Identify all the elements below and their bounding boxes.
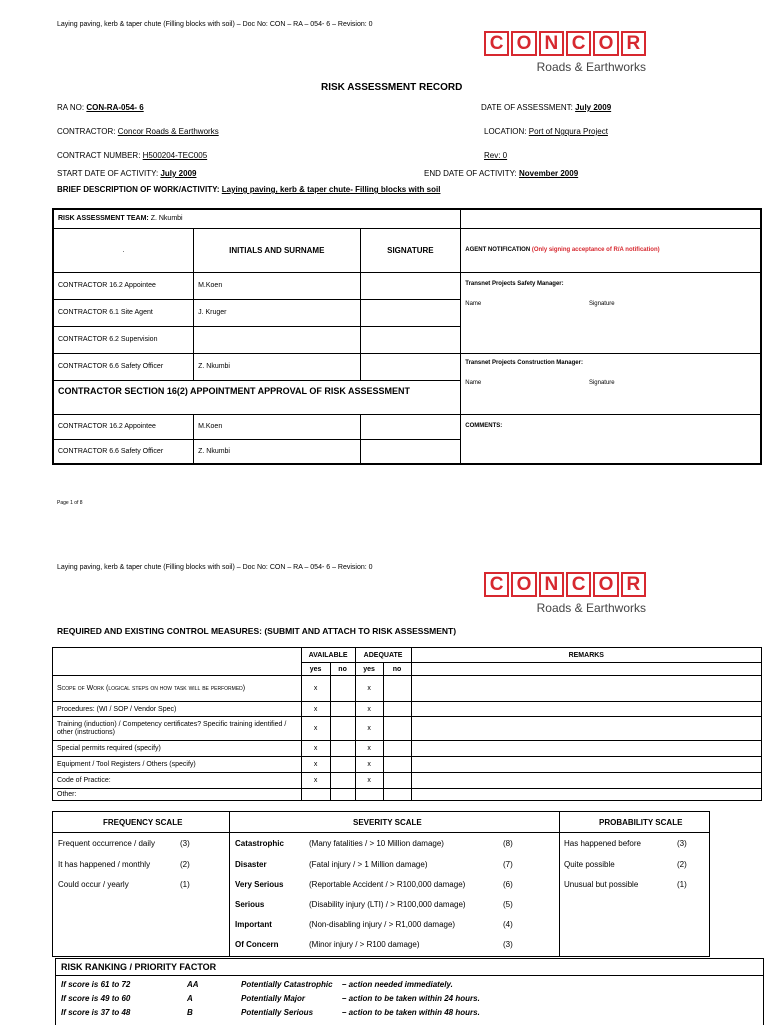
available-yes: x: [301, 702, 330, 717]
yes-header: yes: [355, 663, 383, 676]
name-cell: M.Koen: [194, 272, 360, 299]
construction-manager-cell: [461, 353, 761, 414]
adequate-yes: x: [355, 676, 383, 702]
ranking-code: A: [187, 994, 193, 1003]
ranking-level: Potentially Major: [241, 994, 306, 1003]
available-yes: x: [301, 757, 330, 773]
remarks-cell: [411, 757, 761, 773]
available-yes: x: [301, 676, 330, 702]
severity-score: (7): [503, 860, 513, 869]
name-cell: [194, 326, 360, 353]
agent-notification-note: (Only signing acceptance of R/A notification): [531, 247, 660, 253]
signature-cell: [360, 272, 461, 299]
available-yes: [301, 789, 330, 801]
logo-letter: O: [511, 572, 536, 597]
assessment-team-table: [52, 208, 762, 465]
probability-score: (2): [677, 860, 687, 869]
contract-number-label: CONTRACT NUMBER:: [57, 151, 141, 160]
contract-number: [57, 151, 207, 160]
adequate-yes: x: [355, 741, 383, 757]
adequate-header: ADEQUATE: [355, 648, 411, 663]
signature-header: SIGNATURE: [360, 228, 461, 272]
adequate-no: [383, 702, 411, 717]
probability-label: Has happened before: [564, 839, 641, 848]
concor-logo: [484, 572, 646, 615]
remarks-cell: [411, 773, 761, 789]
severity-score: (5): [503, 900, 513, 909]
work-description-label: BRIEF DESCRIPTION OF WORK/ACTIVITY:: [57, 185, 220, 194]
logo-letter: O: [511, 31, 536, 56]
construction-manager-label: Transnet Projects Construction Manager:: [465, 359, 583, 366]
logo-letter: C: [484, 572, 509, 597]
adequate-no: [383, 773, 411, 789]
ranking-range: If score is 61 to 72: [61, 980, 131, 989]
available-no: [330, 676, 355, 702]
work-description: [57, 185, 440, 194]
logo-letter: N: [539, 572, 564, 597]
ranking-action: – action needed immediately.: [342, 980, 453, 989]
contractor: [57, 127, 219, 136]
probability-label: Quite possible: [564, 860, 615, 869]
start-date-value: July 2009: [160, 169, 197, 178]
role-cell: CONTRACTOR 16.2 Appointee: [53, 414, 194, 439]
available-yes: x: [301, 741, 330, 757]
adequate-no: [383, 757, 411, 773]
end-date: [424, 169, 578, 178]
frequency-label: Could occur / yearly: [58, 880, 129, 889]
adequate-no: [383, 676, 411, 702]
scales-box: [52, 811, 710, 957]
role-cell: CONTRACTOR 16.2 Appointee: [53, 272, 194, 299]
available-no: [330, 717, 355, 741]
severity-label: Disaster: [235, 860, 267, 869]
severity-label: Serious: [235, 900, 265, 909]
location: [484, 127, 608, 136]
concor-logo: [484, 31, 646, 74]
severity-label: Important: [235, 920, 272, 929]
revision: Rev: 0: [484, 151, 508, 160]
measure-label: Other:: [53, 789, 302, 801]
role-cell: CONTRACTOR 6.2 Supervision: [53, 326, 194, 353]
available-yes: x: [301, 773, 330, 789]
document-reference: Laying paving, kerb & taper chute (Filling blocks with soil) – Doc No: CON – RA – 054- 6 – Revision: 0: [57, 564, 373, 571]
adequate-no: [383, 789, 411, 801]
ranking-action: – action to be taken within 48 hours.: [342, 1008, 480, 1017]
initials-header: INITIALS AND SURNAME: [194, 228, 360, 272]
remarks-cell: [411, 702, 761, 717]
document-reference: Laying paving, kerb & taper chute (Filling blocks with soil) – Doc No: CON – RA – 054- 6 – Revision: 0: [57, 21, 373, 28]
signature-cell: [360, 439, 461, 464]
severity-description: (Many fatalities / > 10 Million damage): [309, 839, 444, 848]
ranking-range: If score is 37 to 48: [61, 1008, 131, 1017]
team-cell: [53, 209, 461, 228]
name-cell: J. Kruger: [194, 299, 360, 326]
measure-label: Equipment / Tool Registers / Others (specify): [53, 757, 302, 773]
adequate-no: [383, 741, 411, 757]
role-cell: CONTRACTOR 6.1 Site Agent: [53, 299, 194, 326]
yes-header: yes: [301, 663, 330, 676]
name-label: Name: [465, 300, 482, 307]
logo-letter: O: [593, 31, 618, 56]
safety-manager-label: Transnet Projects Safety Manager:: [465, 280, 564, 287]
no-header: no: [330, 663, 355, 676]
start-date-label: START DATE OF ACTIVITY:: [57, 169, 159, 178]
page-title: RISK ASSESSMENT RECORD: [321, 82, 463, 93]
probability-scale-title: PROBABILITY SCALE: [599, 818, 683, 827]
available-no: [330, 773, 355, 789]
frequency-label: Frequent occurrence / daily: [58, 839, 155, 848]
ranking-code: B: [187, 1008, 193, 1017]
risk-ranking-title: RISK RANKING / PRIORITY FACTOR: [61, 962, 217, 972]
logo-letter: O: [593, 572, 618, 597]
remarks-header: REMARKS: [411, 648, 761, 663]
safety-manager-cell: [461, 272, 761, 353]
logo-subtitle: Roads & Earthworks: [536, 601, 646, 615]
probability-score: (3): [677, 839, 687, 848]
control-measures-table: [52, 647, 762, 801]
severity-description: (Non-disabling injury / > R1,000 damage): [309, 920, 456, 929]
severity-label: Very Serious: [235, 880, 284, 889]
measure-label: Scope of Work (logical steps on how task will be performed): [53, 676, 302, 702]
work-description-value: Laying paving, kerb & taper chute- Filling blocks with soil: [221, 185, 441, 194]
location-value: Port of Ngqura Project: [528, 127, 608, 136]
ra-number-value: CON-RA-054- 6: [86, 103, 144, 112]
severity-scale-title: SEVERITY SCALE: [353, 818, 422, 827]
agent-notification-label: AGENT NOTIFICATION: [465, 247, 531, 253]
assessment-date-label: DATE OF ASSESSMENT:: [481, 103, 573, 112]
available-no: [330, 789, 355, 801]
frequency-score: (1): [180, 880, 190, 889]
role-cell: CONTRACTOR 6.6 Safety Officer: [53, 353, 194, 380]
severity-score: (6): [503, 880, 513, 889]
blank-cell: [461, 209, 761, 228]
logo-letter: R: [621, 572, 646, 597]
logo-subtitle: Roads & Earthworks: [536, 60, 646, 74]
severity-description: (Fatal injury / > 1 Million damage): [309, 860, 428, 869]
severity-description: (Minor injury / > R100 damage): [309, 940, 420, 949]
severity-label: Of Concern: [235, 940, 279, 949]
section-heading: CONTRACTOR SECTION 16(2) APPOINTMENT APPROVAL OF RISK ASSESSMENT: [53, 380, 461, 414]
assessment-date-value: July 2009: [575, 103, 612, 112]
signature-cell: [360, 414, 461, 439]
severity-label: Catastrophic: [235, 839, 284, 848]
severity-score: (3): [503, 940, 513, 949]
available-yes: x: [301, 717, 330, 741]
control-measures-heading: REQUIRED AND EXISTING CONTROL MEASURES: (SUBMIT AND ATTACH TO RISK ASSESSMENT): [57, 626, 457, 636]
measure-label: Code of Practice:: [53, 773, 302, 789]
dot-cell: [53, 228, 194, 272]
location-label: LOCATION:: [484, 127, 527, 136]
logo-letter: C: [566, 572, 591, 597]
adequate-yes: [355, 789, 383, 801]
available-no: [330, 757, 355, 773]
adequate-yes: x: [355, 702, 383, 717]
logo-letter: C: [566, 31, 591, 56]
signature-label: Signature: [588, 379, 615, 386]
agent-notification-cell: [461, 228, 761, 272]
signature-label: Signature: [588, 300, 615, 307]
risk-ranking-box: [55, 958, 764, 1025]
frequency-scale-title: FREQUENCY SCALE: [103, 818, 183, 827]
ranking-range: If score is 49 to 60: [61, 994, 131, 1003]
contractor-label: CONTRACTOR:: [57, 127, 116, 136]
page-number: Page 1 of 8: [57, 500, 83, 506]
name-cell: Z. Nkumbi: [194, 439, 360, 464]
available-header: AVAILABLE: [301, 648, 355, 663]
end-date-label: END DATE OF ACTIVITY:: [424, 169, 517, 178]
measure-label: Training (induction) / Competency certificates? Specific training identified / other (instructions): [53, 717, 302, 741]
name-label: Name: [465, 379, 482, 386]
ranking-action: – action to be taken within 24 hours.: [342, 994, 480, 1003]
start-date: [57, 169, 196, 178]
logo-letter: N: [539, 31, 564, 56]
name-cell: M.Koen: [194, 414, 360, 439]
severity-score: (4): [503, 920, 513, 929]
frequency-score: (3): [180, 839, 190, 848]
severity-description: (Reportable Accident / > R100,000 damage): [309, 880, 466, 889]
comments-cell: COMMENTS:: [461, 414, 761, 464]
assessment-date: [481, 103, 611, 112]
available-no: [330, 702, 355, 717]
ranking-code: AA: [187, 980, 199, 989]
remarks-cell: [411, 741, 761, 757]
signature-cell: [360, 326, 461, 353]
signature-cell: [360, 299, 461, 326]
ranking-level: Potentially Catastrophic: [241, 980, 333, 989]
remarks-cell: [411, 663, 761, 676]
ra-number: [57, 103, 144, 112]
remarks-cell: [411, 789, 761, 801]
blank-header: [53, 648, 302, 676]
frequency-score: (2): [180, 860, 190, 869]
measure-label: Special permits required (specify): [53, 741, 302, 757]
probability-score: (1): [677, 880, 687, 889]
ra-number-label: RA NO:: [57, 103, 85, 112]
no-header: no: [383, 663, 411, 676]
probability-label: Unusual but possible: [564, 880, 639, 889]
contract-number-value: H500204-TEC005: [142, 151, 208, 160]
measure-label: Procedures: (WI / SOP / Vendor Spec): [53, 702, 302, 717]
severity-description: (Disability injury (LTI) / > R100,000 damage): [309, 900, 466, 909]
adequate-no: [383, 717, 411, 741]
available-no: [330, 741, 355, 757]
end-date-value: November 2009: [519, 169, 579, 178]
adequate-yes: x: [355, 773, 383, 789]
logo-letter: C: [484, 31, 509, 56]
severity-score: (8): [503, 839, 513, 848]
remarks-cell: [411, 676, 761, 702]
role-cell: CONTRACTOR 6.6 Safety Officer: [53, 439, 194, 464]
adequate-yes: x: [355, 717, 383, 741]
remarks-cell: [411, 717, 761, 741]
name-cell: Z. Nkumbi: [194, 353, 360, 380]
dot-mark: .: [122, 246, 125, 254]
adequate-yes: x: [355, 757, 383, 773]
team-label: RISK ASSESSMENT TEAM:: [58, 215, 149, 223]
signature-cell: [360, 353, 461, 380]
team-value: Z. Nkumbi: [150, 215, 183, 223]
frequency-label: It has happened / monthly: [58, 860, 151, 869]
contractor-value: Concor Roads & Earthworks: [117, 127, 219, 136]
logo-letter: R: [621, 31, 646, 56]
ranking-level: Potentially Serious: [241, 1008, 314, 1017]
